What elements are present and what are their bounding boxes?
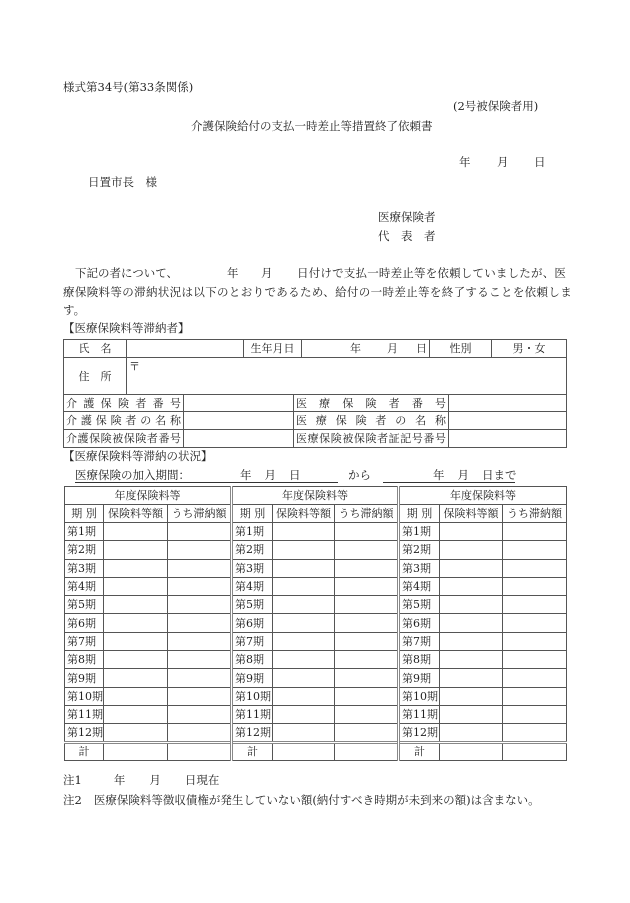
- period-row: [65, 523, 567, 541]
- note1-year: 年: [113, 773, 126, 787]
- period-label: 医療保険の加入期間：: [75, 470, 202, 483]
- arrears-amount-cell[interactable]: [335, 651, 399, 669]
- insurer-table: [63, 394, 567, 448]
- period-label: 第8期: [65, 651, 104, 669]
- premium-amount-cell[interactable]: [273, 577, 335, 595]
- arrears-amount-cell[interactable]: [168, 596, 232, 614]
- arrears-amount-cell[interactable]: [168, 632, 232, 650]
- address-field[interactable]: [127, 358, 567, 395]
- premium-amount-cell[interactable]: [440, 669, 503, 687]
- period-row: [65, 669, 567, 687]
- period-label: 第8期: [232, 651, 273, 669]
- period-label: 第11期: [399, 705, 440, 723]
- total-label: 計: [399, 742, 440, 760]
- arrears-amount-cell[interactable]: [335, 596, 399, 614]
- period-row: [65, 651, 567, 669]
- medical-insurer-number-field[interactable]: [449, 395, 567, 412]
- premium-amount-cell[interactable]: [440, 596, 503, 614]
- section3-heading: 【医療保険料等滞納の状況】: [63, 449, 213, 463]
- premium-amount-cell[interactable]: [440, 559, 503, 577]
- premium-amount-cell[interactable]: [440, 687, 503, 705]
- period-label: 第3期: [399, 559, 440, 577]
- premium-amount-cell[interactable]: [273, 596, 335, 614]
- period-label: 第7期: [232, 632, 273, 650]
- period-to-year: 年: [433, 468, 445, 482]
- period-label: 第9期: [232, 669, 273, 687]
- period-label: 第3期: [232, 559, 273, 577]
- col-header-arrears: うち滞納額: [503, 505, 567, 523]
- addressee: 日置市長 様: [88, 175, 157, 189]
- note2: [63, 795, 540, 807]
- premium-amount-cell[interactable]: [440, 742, 503, 760]
- sender-representative: 代 表 者: [378, 229, 436, 243]
- date-month: 月: [497, 155, 509, 169]
- premium-amount-cell[interactable]: [273, 614, 335, 632]
- arrears-table: [64, 486, 567, 761]
- premium-amount-cell[interactable]: [273, 724, 335, 742]
- body-month: 月: [261, 266, 273, 280]
- premium-amount-cell[interactable]: [440, 651, 503, 669]
- arrears-amount-cell[interactable]: [335, 687, 399, 705]
- period-row: [65, 614, 567, 632]
- period-label: 第10期: [232, 687, 273, 705]
- arrears-amount-cell[interactable]: [335, 523, 399, 541]
- col-header-period: 期 別: [399, 505, 440, 523]
- postal-mark: 〒: [129, 360, 140, 373]
- period-from-day: 日: [289, 468, 301, 482]
- arrears-amount-cell[interactable]: [503, 632, 567, 650]
- group-header-3: 年度保険料等: [399, 487, 567, 505]
- section1-heading: 【医療保険料等滞納者】: [63, 321, 190, 335]
- premium-amount-cell[interactable]: [440, 705, 503, 723]
- note2-text: 医療保険料等徴収債権が発生していない額(納付すべき時期が未到来の額)は含まない。: [93, 793, 540, 807]
- col-header-amount: 保険料等額: [440, 505, 503, 523]
- arrears-amount-cell[interactable]: [168, 705, 232, 723]
- premium-amount-cell[interactable]: [273, 559, 335, 577]
- arrears-amount-cell[interactable]: [168, 577, 232, 595]
- period-label: 第7期: [65, 632, 104, 650]
- period-label: 第9期: [65, 669, 104, 687]
- arrears-amount-cell[interactable]: [335, 559, 399, 577]
- period-label: 第8期: [399, 651, 440, 669]
- debtor-table: [63, 339, 567, 395]
- premium-amount-cell[interactable]: [440, 724, 503, 742]
- total-row: [65, 742, 567, 760]
- form-for: (2号被保険者用): [453, 99, 539, 113]
- period-label: 第2期: [65, 541, 104, 559]
- group-header-2: 年度保険料等: [232, 487, 399, 505]
- birth-label: 生年月日: [244, 340, 302, 358]
- note1: [63, 775, 219, 787]
- date-year: 年: [459, 155, 471, 169]
- period-to-day: 日まで: [482, 468, 517, 482]
- period-label: 第6期: [399, 614, 440, 632]
- arrears-amount-cell[interactable]: [168, 669, 232, 687]
- arrears-amount-cell[interactable]: [503, 541, 567, 559]
- name-label: 氏 名: [64, 340, 127, 358]
- arrears-amount-cell[interactable]: [335, 724, 399, 742]
- premium-amount-cell[interactable]: [104, 651, 168, 669]
- period-label: 第9期: [399, 669, 440, 687]
- page-title: 介護保険給付の支払一時差止等措置終了依頼書: [191, 119, 433, 133]
- premium-amount-cell[interactable]: [104, 669, 168, 687]
- premium-amount-cell[interactable]: [440, 577, 503, 595]
- premium-amount-cell[interactable]: [104, 577, 168, 595]
- medical-insurer-number-label: 医療保険者番号: [294, 395, 449, 412]
- premium-amount-cell[interactable]: [273, 687, 335, 705]
- body-line2: 療保険料等の滞納状況は以下のとおりであるため、給付の一時差止等を終了することを依頼しま: [63, 285, 573, 299]
- care-insurer-number-field[interactable]: [184, 395, 294, 412]
- arrears-amount-cell[interactable]: [503, 559, 567, 577]
- period-row: [65, 687, 567, 705]
- col-header-arrears: うち滞納額: [335, 505, 399, 523]
- period-label: 第7期: [399, 632, 440, 650]
- premium-amount-cell[interactable]: [104, 742, 168, 760]
- period-label: 第2期: [232, 541, 273, 559]
- medical-insurer-name-label: 医療保険者の名称: [294, 412, 449, 430]
- body-line3: す。: [63, 303, 86, 317]
- birth-month: 月: [387, 342, 398, 355]
- arrears-amount-cell[interactable]: [503, 596, 567, 614]
- arrears-amount-cell[interactable]: [503, 577, 567, 595]
- note1-month: 月: [149, 773, 161, 787]
- care-insured-number-field[interactable]: [184, 430, 294, 448]
- period-label: 第12期: [399, 724, 440, 742]
- premium-amount-cell[interactable]: [104, 559, 168, 577]
- period-label: 第5期: [65, 596, 104, 614]
- arrears-amount-cell[interactable]: [503, 523, 567, 541]
- period-row: [65, 577, 567, 595]
- period-label: 第4期: [232, 577, 273, 595]
- period-label: 第1期: [65, 523, 104, 541]
- premium-amount-cell[interactable]: [104, 596, 168, 614]
- sender-insurer: 医療保険者: [378, 210, 436, 224]
- period-label: 第6期: [65, 614, 104, 632]
- sex-field[interactable]: 男・女: [492, 340, 567, 358]
- arrears-amount-cell[interactable]: [503, 614, 567, 632]
- address-label: 住 所: [64, 358, 127, 395]
- body-line1-prefix: 下記の者について、: [75, 266, 179, 280]
- premium-amount-cell[interactable]: [104, 687, 168, 705]
- arrears-amount-cell[interactable]: [168, 724, 232, 742]
- premium-amount-cell[interactable]: [440, 614, 503, 632]
- total-label: 計: [232, 742, 273, 760]
- premium-amount-cell[interactable]: [440, 632, 503, 650]
- period-label: 第12期: [232, 724, 273, 742]
- period-label: 第12期: [65, 724, 104, 742]
- premium-amount-cell[interactable]: [104, 632, 168, 650]
- group-header-1: 年度保険料等: [65, 487, 232, 505]
- period-row: [65, 559, 567, 577]
- sex-label: 性別: [430, 340, 492, 358]
- note2-label: 注2: [63, 793, 82, 807]
- period-row: [65, 541, 567, 559]
- arrears-amount-cell[interactable]: [168, 559, 232, 577]
- premium-amount-cell[interactable]: [104, 614, 168, 632]
- care-insurer-name-field[interactable]: [184, 412, 294, 430]
- medical-insured-number-field[interactable]: [449, 430, 567, 448]
- premium-amount-cell[interactable]: [104, 724, 168, 742]
- period-label: 第5期: [232, 596, 273, 614]
- premium-amount-cell[interactable]: [104, 705, 168, 723]
- arrears-amount-cell[interactable]: [168, 651, 232, 669]
- period-from-year: 年: [240, 468, 252, 482]
- period-to-field[interactable]: [383, 470, 515, 483]
- arrears-amount-cell[interactable]: [503, 687, 567, 705]
- premium-amount-cell[interactable]: [273, 523, 335, 541]
- birth-year: 年: [350, 342, 361, 355]
- arrears-amount-cell[interactable]: [335, 705, 399, 723]
- arrears-amount-cell[interactable]: [503, 724, 567, 742]
- note1-label: 注1: [63, 773, 82, 787]
- premium-amount-cell[interactable]: [273, 742, 335, 760]
- body-line1-suffix: 日付けで支払一時差止等を依頼していましたが、医: [297, 266, 567, 280]
- period-label: 第4期: [399, 577, 440, 595]
- premium-amount-cell[interactable]: [273, 705, 335, 723]
- period-from-suffix: から: [348, 468, 371, 482]
- period-row: [65, 705, 567, 723]
- premium-amount-cell[interactable]: [273, 669, 335, 687]
- period-label: 第1期: [232, 523, 273, 541]
- arrears-amount-cell[interactable]: [335, 541, 399, 559]
- medical-insured-number-label: 医療保険被保険者証記号番号: [294, 430, 449, 448]
- period-label: 第10期: [399, 687, 440, 705]
- care-insured-number-label: 介護保険被保険者番号: [64, 430, 184, 448]
- arrears-amount-cell[interactable]: [168, 541, 232, 559]
- body-year: 年: [227, 266, 239, 280]
- premium-amount-cell[interactable]: [273, 651, 335, 669]
- period-row: [65, 724, 567, 742]
- period-line: [75, 470, 515, 483]
- arrears-amount-cell[interactable]: [503, 651, 567, 669]
- period-label: 第11期: [232, 705, 273, 723]
- name-field[interactable]: [127, 340, 244, 358]
- period-label: 第3期: [65, 559, 104, 577]
- period-label: 第10期: [65, 687, 104, 705]
- arrears-amount-cell[interactable]: [335, 614, 399, 632]
- period-row: [65, 596, 567, 614]
- date-day: 日: [534, 155, 546, 169]
- premium-amount-cell[interactable]: [440, 523, 503, 541]
- period-from-field[interactable]: [202, 470, 338, 483]
- col-header-period: 期 別: [65, 505, 104, 523]
- arrears-amount-cell[interactable]: [503, 705, 567, 723]
- care-insurer-name-label: 介護保険者の名称: [64, 412, 184, 430]
- period-label: 第5期: [399, 596, 440, 614]
- col-header-amount: 保険料等額: [104, 505, 168, 523]
- arrears-amount-cell[interactable]: [335, 669, 399, 687]
- birth-field[interactable]: [302, 340, 430, 358]
- arrears-amount-cell[interactable]: [503, 669, 567, 687]
- medical-insurer-name-field[interactable]: [449, 412, 567, 430]
- arrears-amount-cell[interactable]: [503, 742, 567, 760]
- arrears-amount-cell[interactable]: [168, 742, 232, 760]
- col-header-amount: 保険料等額: [273, 505, 335, 523]
- period-label: 第11期: [65, 705, 104, 723]
- premium-amount-cell[interactable]: [273, 632, 335, 650]
- period-to-month: 月: [457, 468, 469, 482]
- arrears-amount-cell[interactable]: [335, 742, 399, 760]
- care-insurer-number-label: 介護保険者番号: [64, 395, 184, 412]
- arrears-amount-cell[interactable]: [335, 577, 399, 595]
- premium-amount-cell[interactable]: [273, 541, 335, 559]
- form-number: 様式第34号(第33条関係): [63, 80, 194, 94]
- total-label: 計: [65, 742, 104, 760]
- col-header-period: 期 別: [232, 505, 273, 523]
- arrears-amount-cell[interactable]: [168, 523, 232, 541]
- arrears-amount-cell[interactable]: [335, 632, 399, 650]
- period-label: 第2期: [399, 541, 440, 559]
- note1-day: 日現在: [184, 773, 220, 787]
- premium-amount-cell[interactable]: [440, 541, 503, 559]
- arrears-amount-cell[interactable]: [168, 614, 232, 632]
- period-from-month: 月: [264, 468, 276, 482]
- col-header-arrears: うち滞納額: [168, 505, 232, 523]
- arrears-amount-cell[interactable]: [168, 687, 232, 705]
- period-label: 第4期: [65, 577, 104, 595]
- period-row: [65, 632, 567, 650]
- birth-day: 日: [416, 342, 427, 355]
- period-label: 第6期: [232, 614, 273, 632]
- premium-amount-cell[interactable]: [104, 523, 168, 541]
- period-label: 第1期: [399, 523, 440, 541]
- premium-amount-cell[interactable]: [104, 541, 168, 559]
